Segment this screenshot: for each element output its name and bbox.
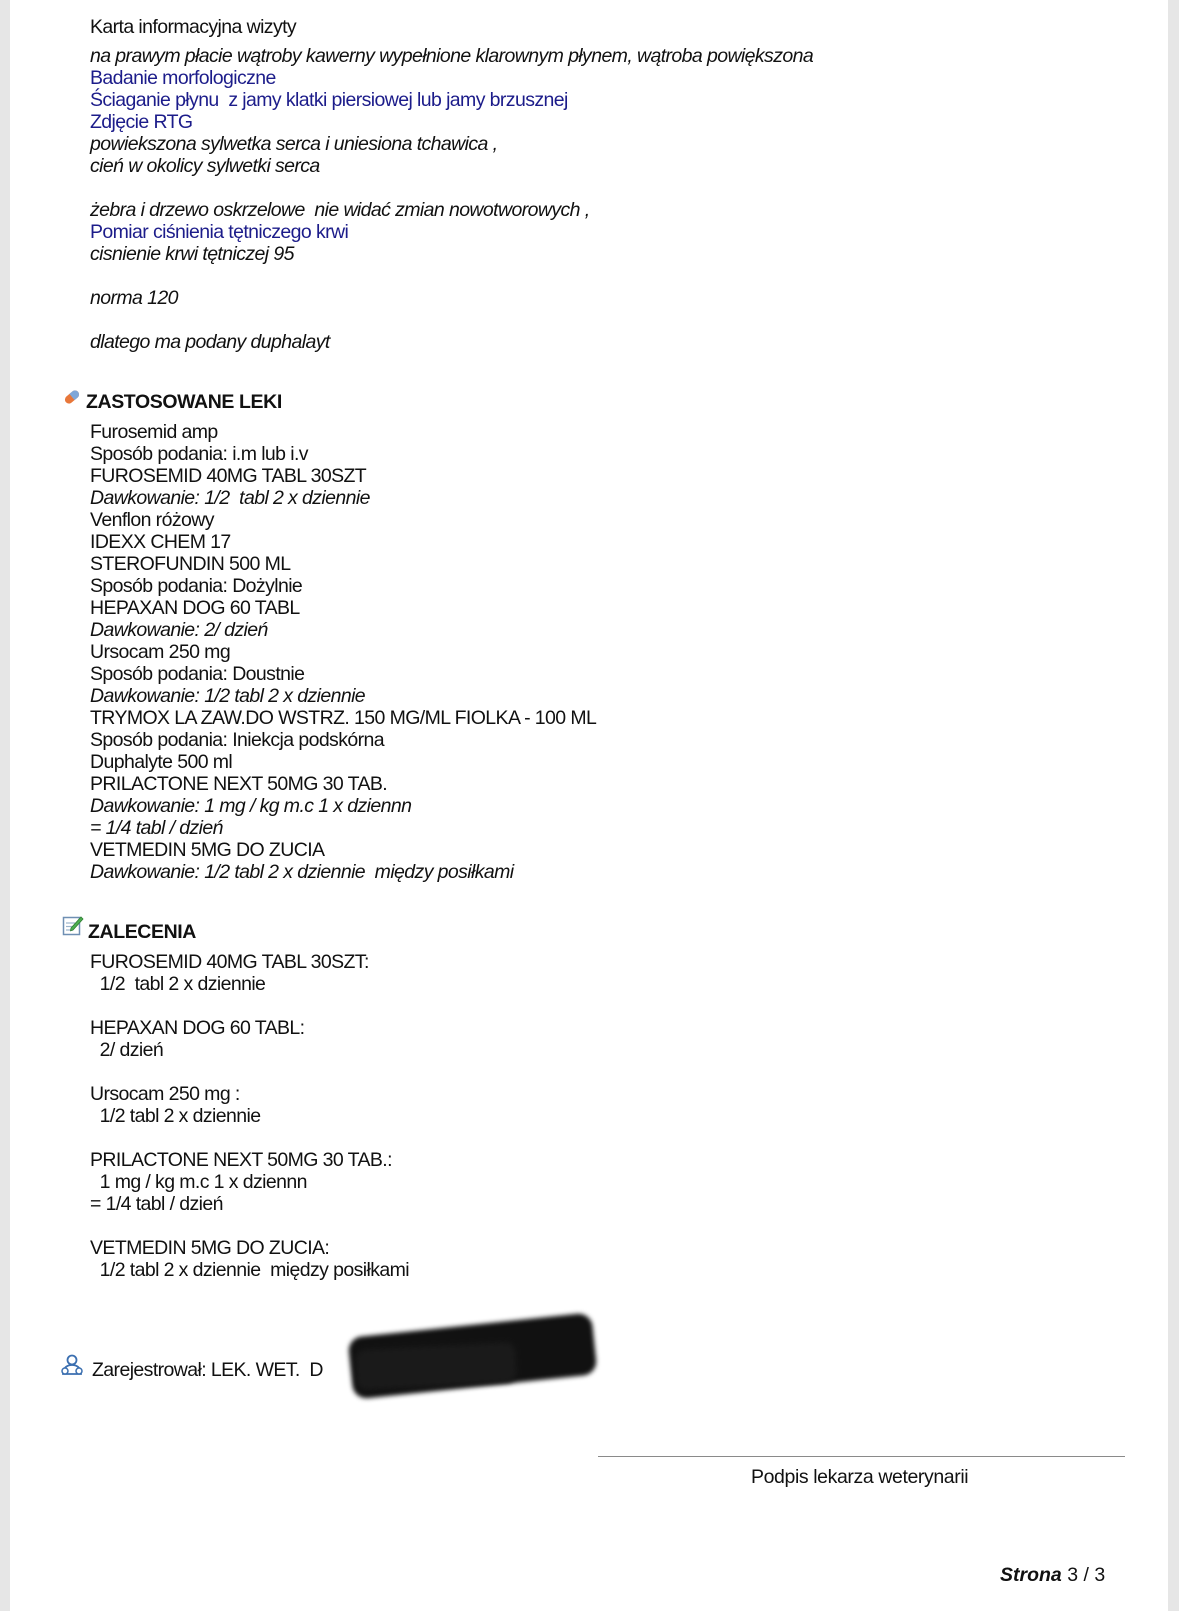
text-line: cisnienie krwi tętniczej 95 [90, 243, 294, 265]
page-total: 3 [1094, 1564, 1106, 1586]
recommendations-title: ZALECENIA [88, 921, 196, 943]
redaction-mark-secondary [355, 1342, 517, 1390]
text-line: na prawym płacie wątroby kawerny wypełnione klarownym płynem, wątroba powiększona [90, 45, 814, 67]
document-title: Karta informacyjna wizyty [90, 16, 297, 38]
text-line: dlatego ma podany duphalayt [90, 331, 330, 353]
edit-note-icon [62, 914, 84, 941]
text-line: Dawkowanie: 1/2 tabl 2 x dziennie [90, 487, 370, 509]
signature-label: Podpis lekarza weterynarii [751, 1466, 969, 1488]
text-line: 1/2 tabl 2 x dziennie między posiłkami [90, 1259, 409, 1281]
text-line: cień w okolicy sylwetki serca [90, 155, 320, 177]
medications-title: ZASTOSOWANE LEKI [86, 391, 282, 413]
page-number [1000, 1564, 1105, 1586]
text-line: = 1/4 tabl / dzień [90, 817, 223, 839]
text-line: 1/2 tabl 2 x dziennie [90, 1105, 261, 1127]
text-line: Dawkowanie: 1 mg / kg m.c 1 x dziennn [90, 795, 412, 817]
text-line: HEPAXAN DOG 60 TABL: [90, 1017, 305, 1039]
page-current: 3 [1067, 1564, 1079, 1586]
document-page [10, 0, 1168, 1611]
text-line: Duphalyte 500 ml [90, 751, 233, 773]
text-line: 1 mg / kg m.c 1 x dziennn [90, 1171, 307, 1193]
page-separator: / [1078, 1564, 1095, 1586]
text-line: Sposób podania: i.m lub i.v [90, 443, 308, 465]
text-line: Sposób podania: Iniekcja podskórna [90, 729, 384, 751]
pill-icon [62, 388, 82, 411]
text-line: IDEXX CHEM 17 [90, 531, 231, 553]
procedure-link: Zdjęcie RTG [90, 111, 193, 133]
text-line: Dawkowanie: 1/2 tabl 2 x dziennie [90, 685, 366, 707]
text-line: TRYMOX LA ZAW.DO WSTRZ. 150 MG/ML FIOLKA - 100 ML [90, 707, 597, 729]
text-line: Sposób podania: Doustnie [90, 663, 305, 685]
text-line: PRILACTONE NEXT 50MG 30 TAB.: [90, 1149, 392, 1171]
text-line: PRILACTONE NEXT 50MG 30 TAB. [90, 773, 388, 795]
text-line: żebra i drzewo oskrzelowe nie widać zmian nowotworowych , [90, 199, 590, 221]
page-label: Strona [1000, 1564, 1062, 1586]
procedure-link: Pomiar ciśnienia tętniczego krwi [90, 221, 349, 243]
text-line: norma 120 [90, 287, 178, 309]
text-line: STEROFUNDIN 500 ML [90, 553, 291, 575]
text-line: = 1/4 tabl / dzień [90, 1193, 223, 1215]
text-line: Venflon różowy [90, 509, 214, 531]
text-line: Ursocam 250 mg [90, 641, 231, 663]
text-line: 1/2 tabl 2 x dziennie [90, 973, 266, 995]
registered-by-text: Zarejestrował: LEK. WET. D [92, 1359, 323, 1381]
procedure-link: Badanie morfologiczne [90, 67, 276, 89]
procedure-link: Ściaganie płynu z jamy klatki piersiowej lub jamy brzusznej [90, 89, 568, 111]
user-icon [60, 1354, 84, 1381]
text-line: 2/ dzień [90, 1039, 164, 1061]
text-line: Sposób podania: Dożylnie [90, 575, 303, 597]
text-line: Ursocam 250 mg : [90, 1083, 240, 1105]
text-line: FUROSEMID 40MG TABL 30SZT [90, 465, 367, 487]
text-line: HEPAXAN DOG 60 TABL [90, 597, 300, 619]
text-line: VETMEDIN 5MG DO ZUCIA [90, 839, 325, 861]
signature-line [598, 1456, 1125, 1457]
text-line: Furosemid amp [90, 421, 218, 443]
text-line: Dawkowanie: 1/2 tabl 2 x dziennie między posiłkami [90, 861, 514, 883]
text-line: Dawkowanie: 2/ dzień [90, 619, 268, 641]
text-line: FUROSEMID 40MG TABL 30SZT: [90, 951, 369, 973]
text-line: VETMEDIN 5MG DO ZUCIA: [90, 1237, 330, 1259]
text-line: powiekszona sylwetka serca i uniesiona tchawica , [90, 133, 498, 155]
